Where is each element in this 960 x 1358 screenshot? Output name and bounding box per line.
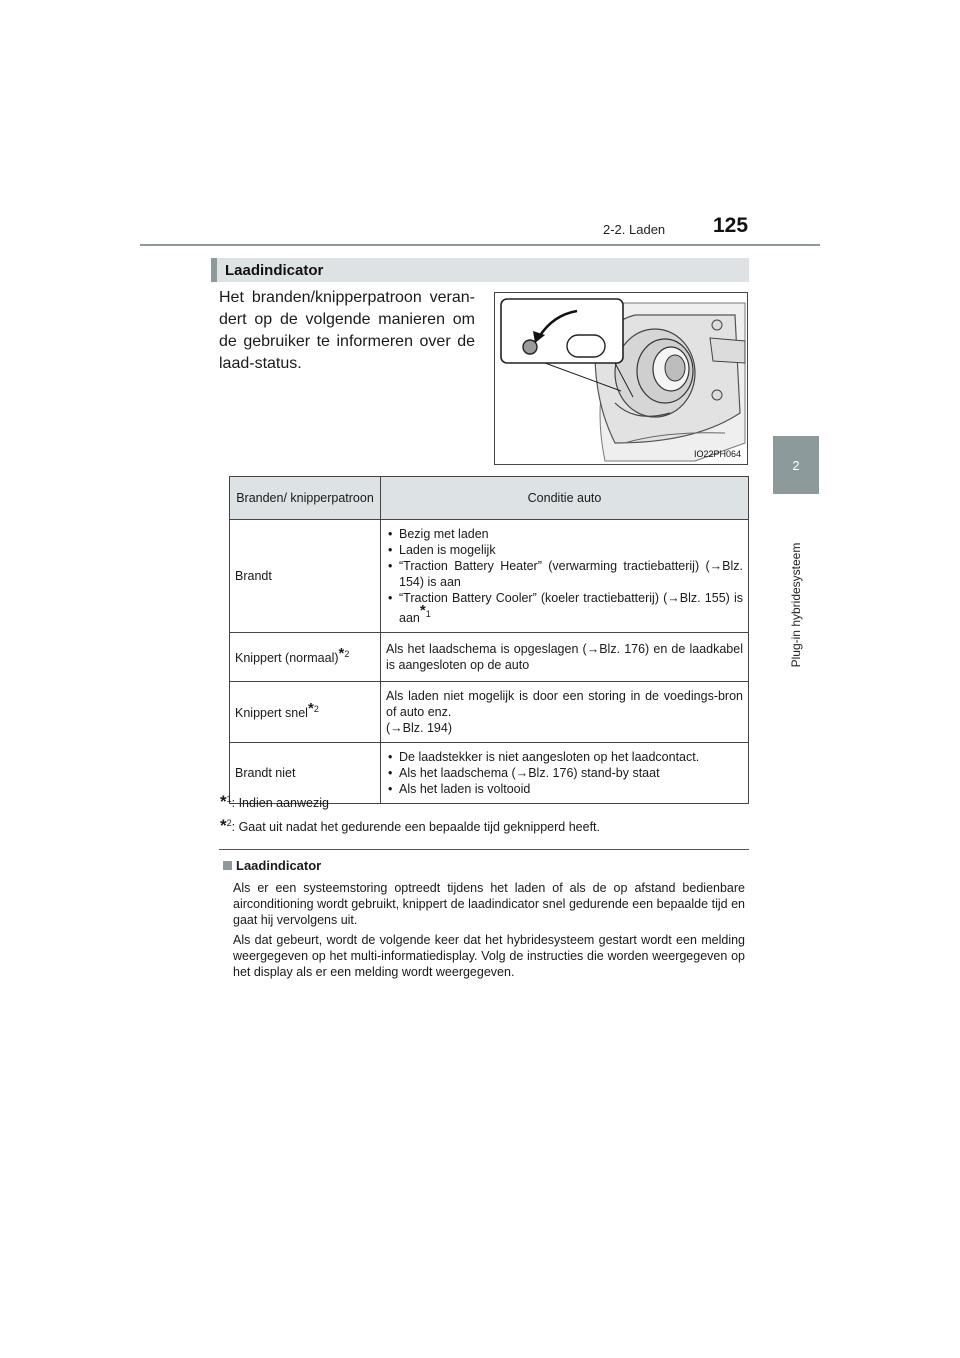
row-condition-knippert-snel [381,682,749,743]
row-pattern-knippert-snel [230,682,381,743]
footnote-number: 1 [425,609,431,619]
condition-reference: (→Blz. 194) [386,721,452,736]
list-item: • Als het laden is voltooid [386,781,743,797]
footnote-mark: * [307,700,314,718]
footnote-mark: * [338,645,345,663]
footnote-mark: * [419,602,426,619]
row-condition-knippert: Als het laadschema is opgeslagen (→Blz. 176) en de laadkabel is aangesloten op de auto [381,633,749,682]
footnote-1 [220,792,329,812]
footnote-number: 2 [226,817,232,828]
charging-indicator-figure [494,292,748,465]
table-header-row [230,477,749,520]
footnote-text: : Indien aanwezig [231,796,329,810]
header-rule [140,244,820,246]
row-condition-brandt-niet [381,743,749,804]
footnote-text: : Gaat uit nadat het gedurende een bepaalde tijd geknipperd heeft. [231,820,600,834]
footnote-number: 2 [313,704,319,715]
list-item: • “Traction Battery Heater” (verwarming tractiebatterij) (→Blz. 154) is aan [386,558,743,590]
footnote-2 [220,816,600,836]
running-header-section: 2-2. Laden [603,222,666,237]
table-header-pattern: Branden/ knipperpatroon [230,477,381,520]
list-item: • Als het laadschema (→Blz. 176) stand-by staat [386,765,743,781]
section-title: Laadindicator [225,262,324,279]
row-condition-brandt [381,520,749,633]
chapter-tab: 2 [773,436,819,494]
note-paragraph: Als er een systeemstoring optreedt tijdens het laden of als de op afstand bedienbare airconditioning wordt gebruikt, knippert de laadindicator snel gedurende een bepaalde tijd en gaat hij vervolgens uit. [233,881,745,927]
list-item: • Bezig met laden [386,526,743,542]
row-pattern-brandt: Brandt [230,520,381,633]
condition-text: Als laden niet mogelijk is door een storing in de voedings-bron of auto enz. [386,689,743,720]
footnote-number: 2 [344,649,350,660]
footnote-number: 1 [226,793,232,804]
row-pattern-knippert [230,633,381,682]
charge-port-illustration [495,293,748,465]
table-row [230,520,749,633]
pattern-text: Knippert (normaal) [235,651,339,666]
table-row [230,633,749,682]
indicator-pattern-table [226,476,749,804]
table-row [230,682,749,743]
footnote-mark: * [220,792,227,811]
chapter-side-label [788,510,804,700]
list-item: • Laden is mogelijk [386,542,743,558]
section-title-accent [211,258,217,282]
pattern-text: Knippert snel [235,706,308,721]
page-number: 125 [713,214,749,237]
list-item: • De laadstekker is niet aangesloten op het laadcontact. [386,749,743,765]
table-header-condition: Conditie auto [381,477,749,520]
row-pattern-brandt-niet: Brandt niet [230,743,381,804]
note-paragraph: Als dat gebeurt, wordt de volgende keer dat het hybridesysteem gestart wordt een melding weergegeven op het multi-informatiedisplay. Volg de instructies die worden weergegeven op het display als er een melding wordt weergegeven. [233,933,745,979]
section-divider [219,849,749,850]
note-title-text: Laadindicator [236,858,322,873]
square-bullet-icon [223,861,232,870]
chapter-side-label-text: Plug-in hybridesysteem [789,542,803,668]
figure-code: IO22PH064 [693,449,741,459]
intro-paragraph: Het branden/knipperpatroon veran-dert op de volgende manieren om de gebruiker te informeren over de laad-status. [219,289,475,372]
list-item-text: “Traction Battery Cooler” (koeler tractiebatterij) (→Blz. 155) is aan [399,591,743,626]
footnote-mark: * [220,816,227,835]
note-title [223,858,321,873]
section-title-bar [211,258,749,282]
list-item [386,590,743,626]
